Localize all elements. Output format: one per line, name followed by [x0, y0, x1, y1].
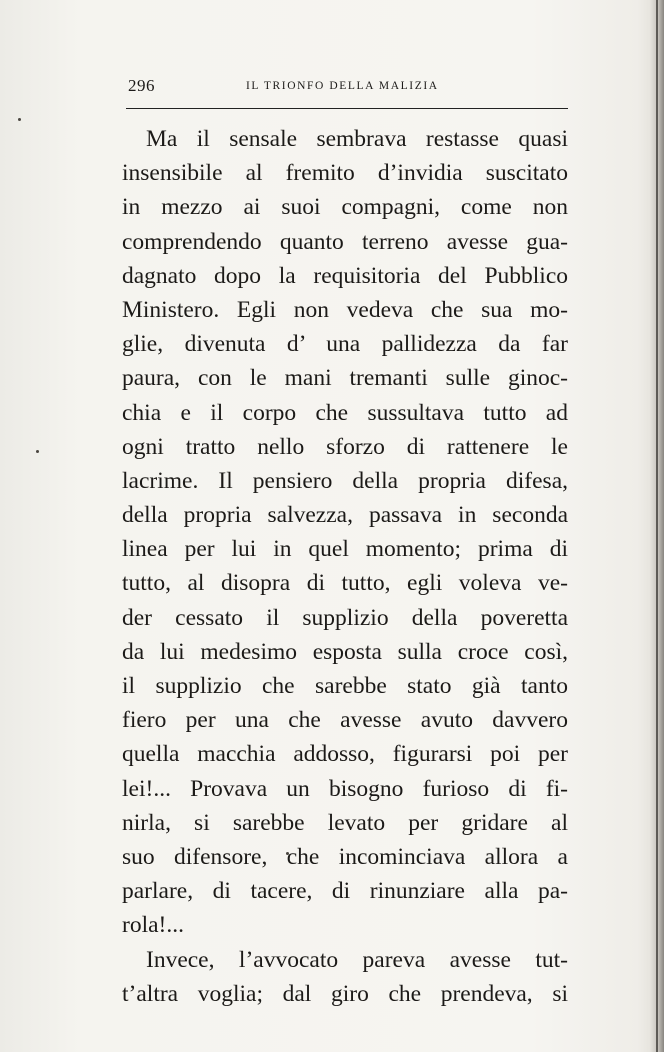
text-line: Ma il sensale sembrava restasse quasi — [146, 126, 568, 152]
text-line: rola!... — [122, 912, 184, 939]
text-line: insensibile al fremito d’invidia suscitato — [122, 160, 568, 187]
text-line: della propria salvezza, passava in seconda — [122, 502, 568, 529]
text-line: dagnato dopo la requisitoria del Pubblico — [122, 262, 568, 289]
text-line: quella macchia addosso, figurarsi poi per — [122, 741, 568, 768]
text-line: glie, divenuta d’ una pallidezza da far — [122, 331, 568, 358]
text-line: Ministero. Egli non vedeva che sua mo- — [122, 296, 568, 323]
text-line: suo difensore, che incominciava allora a — [122, 843, 568, 870]
text-line: da lui medesimo esposta sulla croce così, — [122, 638, 568, 665]
page-edge-line — [656, 0, 658, 1052]
text-line: il supplizio che sarebbe stato già tanto — [122, 673, 568, 699]
text-line: lei!... Provava un bisogno furioso di fi- — [122, 775, 568, 802]
text-line: in mezzo ai suoi compagni, come non — [122, 194, 568, 221]
text-line: ogni tratto nello sforzo di rattenere le — [122, 433, 568, 460]
text-line: fiero per una che avesse avuto davvero — [122, 707, 568, 734]
header-rule — [126, 108, 568, 109]
page-number: 296 — [128, 76, 155, 95]
text-line: lacrime. Il pensiero della propria difesa, — [122, 467, 568, 494]
page-header — [128, 76, 568, 100]
running-head: IL TRIONFO DELLA MALIZIA — [246, 80, 439, 92]
text-line: chia e il corpo che sussultava tutto ad — [122, 399, 568, 426]
text-line: nirla, si sarebbe levato per gridare al — [122, 809, 568, 836]
text-line: der cessato il supplizio della poveretta — [122, 604, 568, 631]
text-line: Invece, l’avvocato pareva avesse tut- — [146, 946, 568, 973]
text-line: t’altra voglia; dal giro che prendeva, si — [122, 980, 568, 1007]
print-speck — [18, 118, 21, 121]
text-line: tutto, al disopra di tutto, egli voleva ve- — [122, 570, 568, 597]
text-line: paura, con le mani tremanti sulle ginoc- — [122, 365, 568, 392]
body-text — [122, 122, 568, 1011]
text-line: linea per lui in quel momento; prima di — [122, 536, 568, 563]
text-line: parlare, di tacere, di rinunziare alla pa- — [122, 878, 568, 905]
print-speck — [36, 450, 39, 453]
text-line: comprendendo quanto terreno avesse gua- — [122, 228, 568, 255]
